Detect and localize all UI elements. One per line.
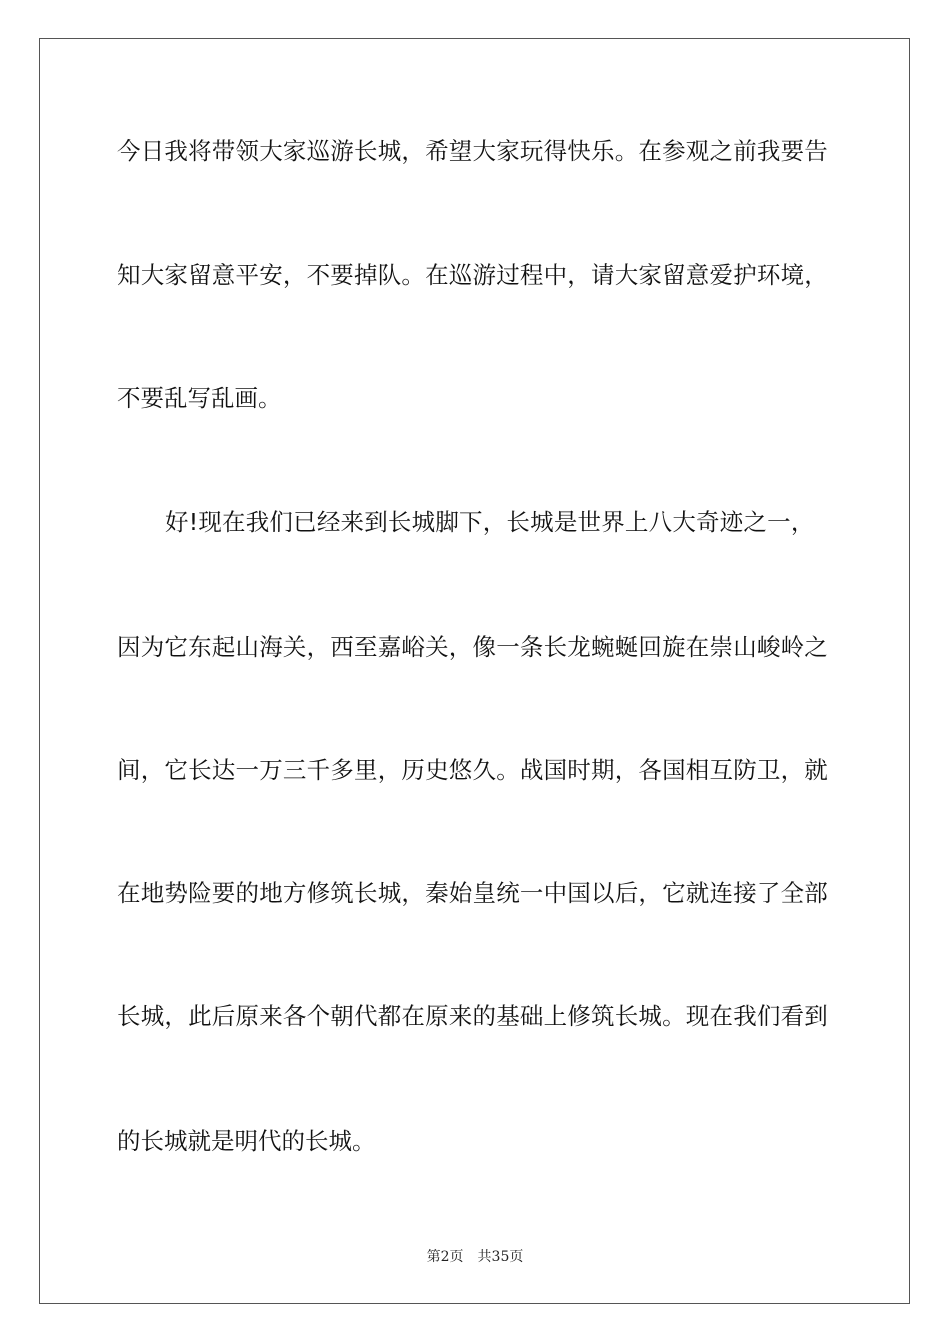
text-line: 因为它东起山海关，西至嘉峪关，像一条长龙蜿蜒回旋在崇山峻岭之: [117, 633, 828, 661]
page-frame: [39, 38, 910, 1304]
text-line: 好!现在我们已经来到长城脚下，长城是世界上八大奇迹之一，: [165, 508, 815, 536]
text-line: 不要乱写乱画。: [117, 384, 282, 412]
page-number: 第2页 共35页: [426, 1249, 524, 1265]
text-line: 长城，此后原来各个朝代都在原来的基础上修筑长城。现在我们看到: [117, 1002, 828, 1030]
text-line: 知大家留意平安，不要掉队。在巡游过程中，请大家留意爱护环境，: [117, 261, 828, 289]
text-line: 的长城就是明代的长城。: [117, 1127, 376, 1155]
text-line: 间，它长达一万三千多里，历史悠久。战国时期，各国相互防卫，就: [117, 756, 828, 784]
text-line: 在地势险要的地方修筑长城，秦始皇统一中国以后，它就连接了全部: [117, 879, 828, 907]
text-line: 今日我将带领大家巡游长城，希望大家玩得快乐。在参观之前我要告: [117, 137, 828, 165]
